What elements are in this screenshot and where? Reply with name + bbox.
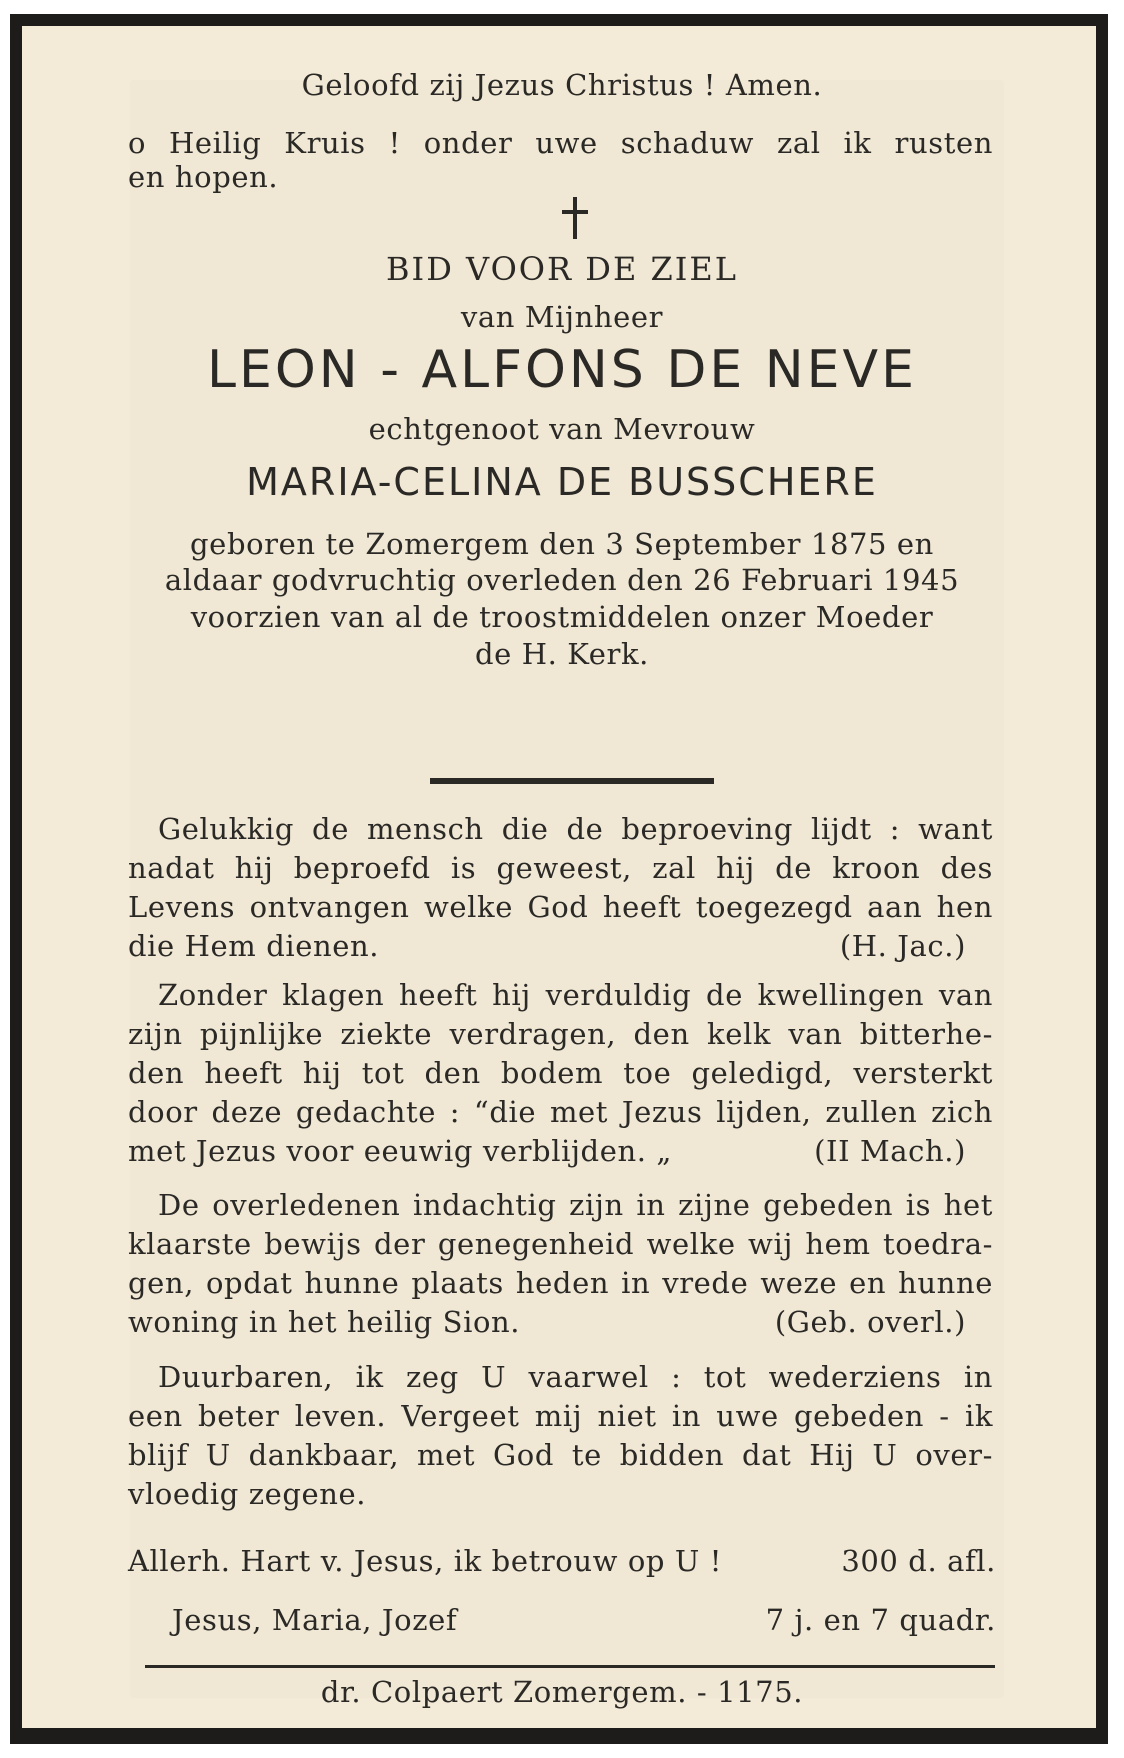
footer-rule (145, 1665, 995, 1668)
bio-line-1: geboren te Zomergem den 3 September 1875 en (190, 527, 934, 561)
paragraph-2-source: (II Mach.) (814, 1134, 966, 1168)
deceased-name: LEON - ALFONS DE NEVE (207, 340, 917, 400)
paragraph-2-line-4: door deze gedachte : “die met Jezus lijden, zullen zich (128, 1095, 993, 1129)
invocation-line-2: en hopen. (128, 160, 279, 194)
paragraph-3-source: (Geb. overl.) (774, 1305, 966, 1339)
indulgence-2: 7 j. en 7 quadr. (765, 1603, 996, 1637)
bio-line-4: de H. Kerk. (475, 637, 649, 671)
paragraph-2-line-2: zijn pijnlijke ziekte verdragen, den kelk van bitterhe- (128, 1017, 993, 1051)
paragraph-1-source: (H. Jac.) (839, 929, 966, 963)
paragraph-1-line-4: die Hem dienen. (128, 929, 380, 963)
invocation-line-1: o Heilig Kruis ! onder uwe schaduw zal ik rusten (128, 126, 993, 160)
paragraph-2-line-1: Zonder klagen heeft hij verduldig de kwellingen van (158, 978, 993, 1012)
spouse-intro: echtgenoot van Mevrouw (368, 412, 756, 446)
cross-icon (562, 197, 588, 239)
bio-line-3: voorzien van al de troostmiddelen onzer Moeder (190, 600, 934, 634)
bio-line-2: aldaar godvruchtig overleden den 26 Februari 1945 (164, 563, 960, 597)
paragraph-3-line-3: gen, opdat hunne plaats heden in vrede weze en hunne (128, 1266, 993, 1300)
paragraph-1-line-3: Levens ontvangen welke God heeft toegezegd aan hen (128, 890, 993, 924)
printer-credit: dr. Colpaert Zomergem. - 1175. (320, 1675, 804, 1709)
paragraph-2-line-5: met Jezus voor eeuwig verblijden. „ (128, 1134, 673, 1168)
paragraph-4-line-2: een beter leven. Vergeet mij niet in uwe gebeden - ik (128, 1399, 993, 1433)
paragraph-4-line-4: vloedig zegene. (128, 1477, 367, 1511)
spouse-name: MARIA-CELINA DE BUSSCHERE (246, 460, 878, 504)
paragraph-2-line-3: den heeft hij tot den bodem toe geledigd, versterkt (128, 1056, 993, 1090)
paragraph-1-line-1: Gelukkig de mensch die de beproeving lijdt : want (158, 812, 993, 846)
paragraph-1-line-2: nadat hij beproefd is geweest, zal hij de kroon des (128, 851, 993, 885)
greeting: Geloofd zij Jezus Christus ! Amen. (301, 68, 823, 102)
paragraph-3-line-2: klaarste bewijs der genegenheid welke wij hem toedra- (128, 1227, 993, 1261)
indulgence-1: 300 d. afl. (841, 1544, 996, 1578)
heading-bid-voor-de-ziel: BID VOOR DE ZIEL (386, 250, 738, 288)
paragraph-3-line-1: De overledenen indachtig zijn in zijne gebeden is het (158, 1188, 993, 1222)
prayer-1: Allerh. Hart v. Jesus, ik betrouw op U ! (128, 1544, 723, 1578)
paragraph-4-line-1: Duurbaren, ik zeg U vaarwel : tot wederziens in (158, 1360, 993, 1394)
paragraph-4-line-3: blijf U dankbaar, met God te bidden dat Hij U over- (128, 1438, 993, 1472)
prayer-2: Jesus, Maria, Jozef (172, 1603, 458, 1637)
title-line: van Mijnheer (460, 300, 664, 334)
paragraph-3-line-4: woning in het heilig Sion. (128, 1305, 521, 1339)
divider (430, 778, 714, 784)
